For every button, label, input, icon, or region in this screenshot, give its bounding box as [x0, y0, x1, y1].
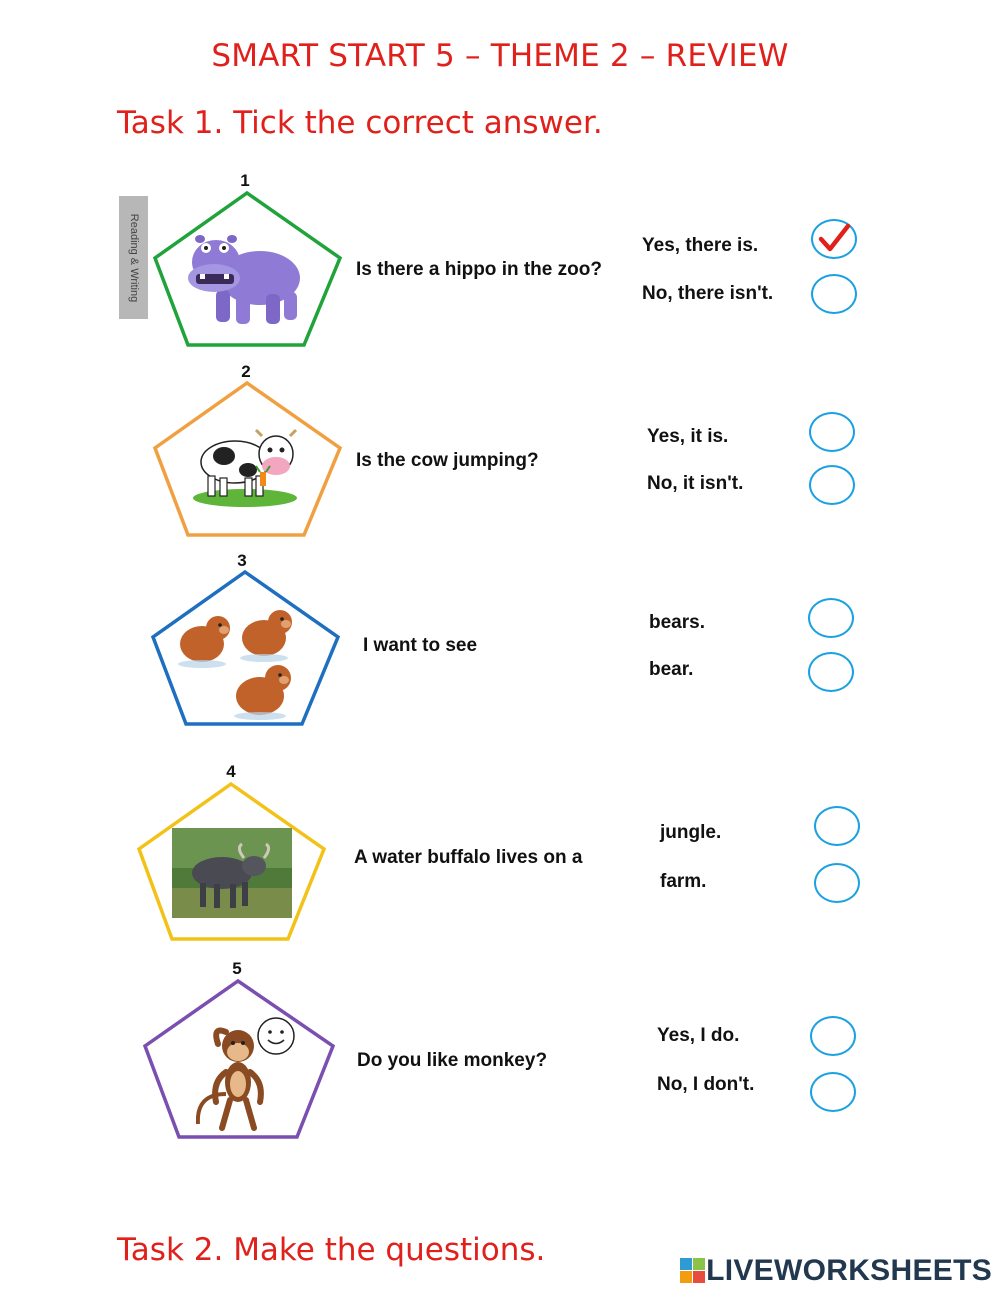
item-5-answer-1-checkbox[interactable]	[810, 1016, 856, 1056]
item-1-answer-1-label: Yes, there is.	[642, 235, 759, 256]
reading-writing-tab	[119, 196, 148, 319]
item-5-answer-2-label: No, I don't.	[657, 1074, 755, 1095]
logo-blocks-icon	[680, 1258, 706, 1284]
item-5-answer-2-checkbox[interactable]	[810, 1072, 856, 1112]
item-3-answer-2-checkbox[interactable]	[808, 652, 854, 692]
item-2-answer-1-checkbox[interactable]	[809, 412, 855, 452]
item-3-answer-1-checkbox[interactable]	[808, 598, 854, 638]
item-3-answer-1-label: bears.	[649, 612, 705, 633]
item-4-answer-2-checkbox[interactable]	[814, 863, 860, 903]
item-4-question: A water buffalo lives on a	[354, 847, 583, 868]
item-3-question: I want to see	[363, 635, 478, 656]
item-1-answer-1-checkbox[interactable]	[811, 219, 857, 259]
item-2-number: 2	[241, 362, 251, 381]
item-5-question: Do you like monkey?	[357, 1050, 548, 1071]
item-2-answer-2-checkbox[interactable]	[809, 465, 855, 505]
logo-text: LIVEWORKSHEETS	[706, 1254, 992, 1287]
reading-writing-label: Reading & Writing	[127, 213, 140, 302]
item-4-number: 4	[226, 762, 236, 781]
item-2-answer-2-label: No, it isn't.	[647, 473, 744, 494]
item-4-answer-1-label: jungle.	[660, 822, 722, 843]
bears-image	[174, 608, 299, 720]
item-1-answer-2-label: No, there isn't.	[642, 283, 774, 304]
item-2-question: Is the cow jumping?	[356, 450, 539, 471]
item-5-number: 5	[232, 959, 242, 978]
water-buffalo-image	[172, 828, 292, 918]
item-5-answer-1-label: Yes, I do.	[657, 1025, 740, 1046]
item-1-number: 1	[240, 171, 250, 190]
item-2-answer-1-label: Yes, it is.	[647, 426, 729, 447]
hippo-image	[188, 234, 304, 330]
monkey-image	[196, 1012, 306, 1134]
liveworksheets-logo	[680, 1254, 992, 1288]
worksheet-title: SMART START 5 – THEME 2 – REVIEW	[211, 38, 789, 74]
smiley-icon	[258, 1018, 294, 1054]
task1-heading: Task 1. Tick the correct answer.	[117, 105, 603, 141]
item-4-answer-2-label: farm.	[660, 871, 707, 892]
item-1-answer-2-checkbox[interactable]	[811, 274, 857, 314]
tick-mark-icon	[813, 221, 855, 257]
task2-heading: Task 2. Make the questions.	[117, 1232, 546, 1268]
cow-image	[190, 426, 300, 512]
item-1-question: Is there a hippo in the zoo?	[356, 259, 602, 280]
item-3-number: 3	[237, 551, 247, 570]
item-3-answer-2-label: bear.	[649, 659, 694, 680]
item-4-answer-1-checkbox[interactable]	[814, 806, 860, 846]
